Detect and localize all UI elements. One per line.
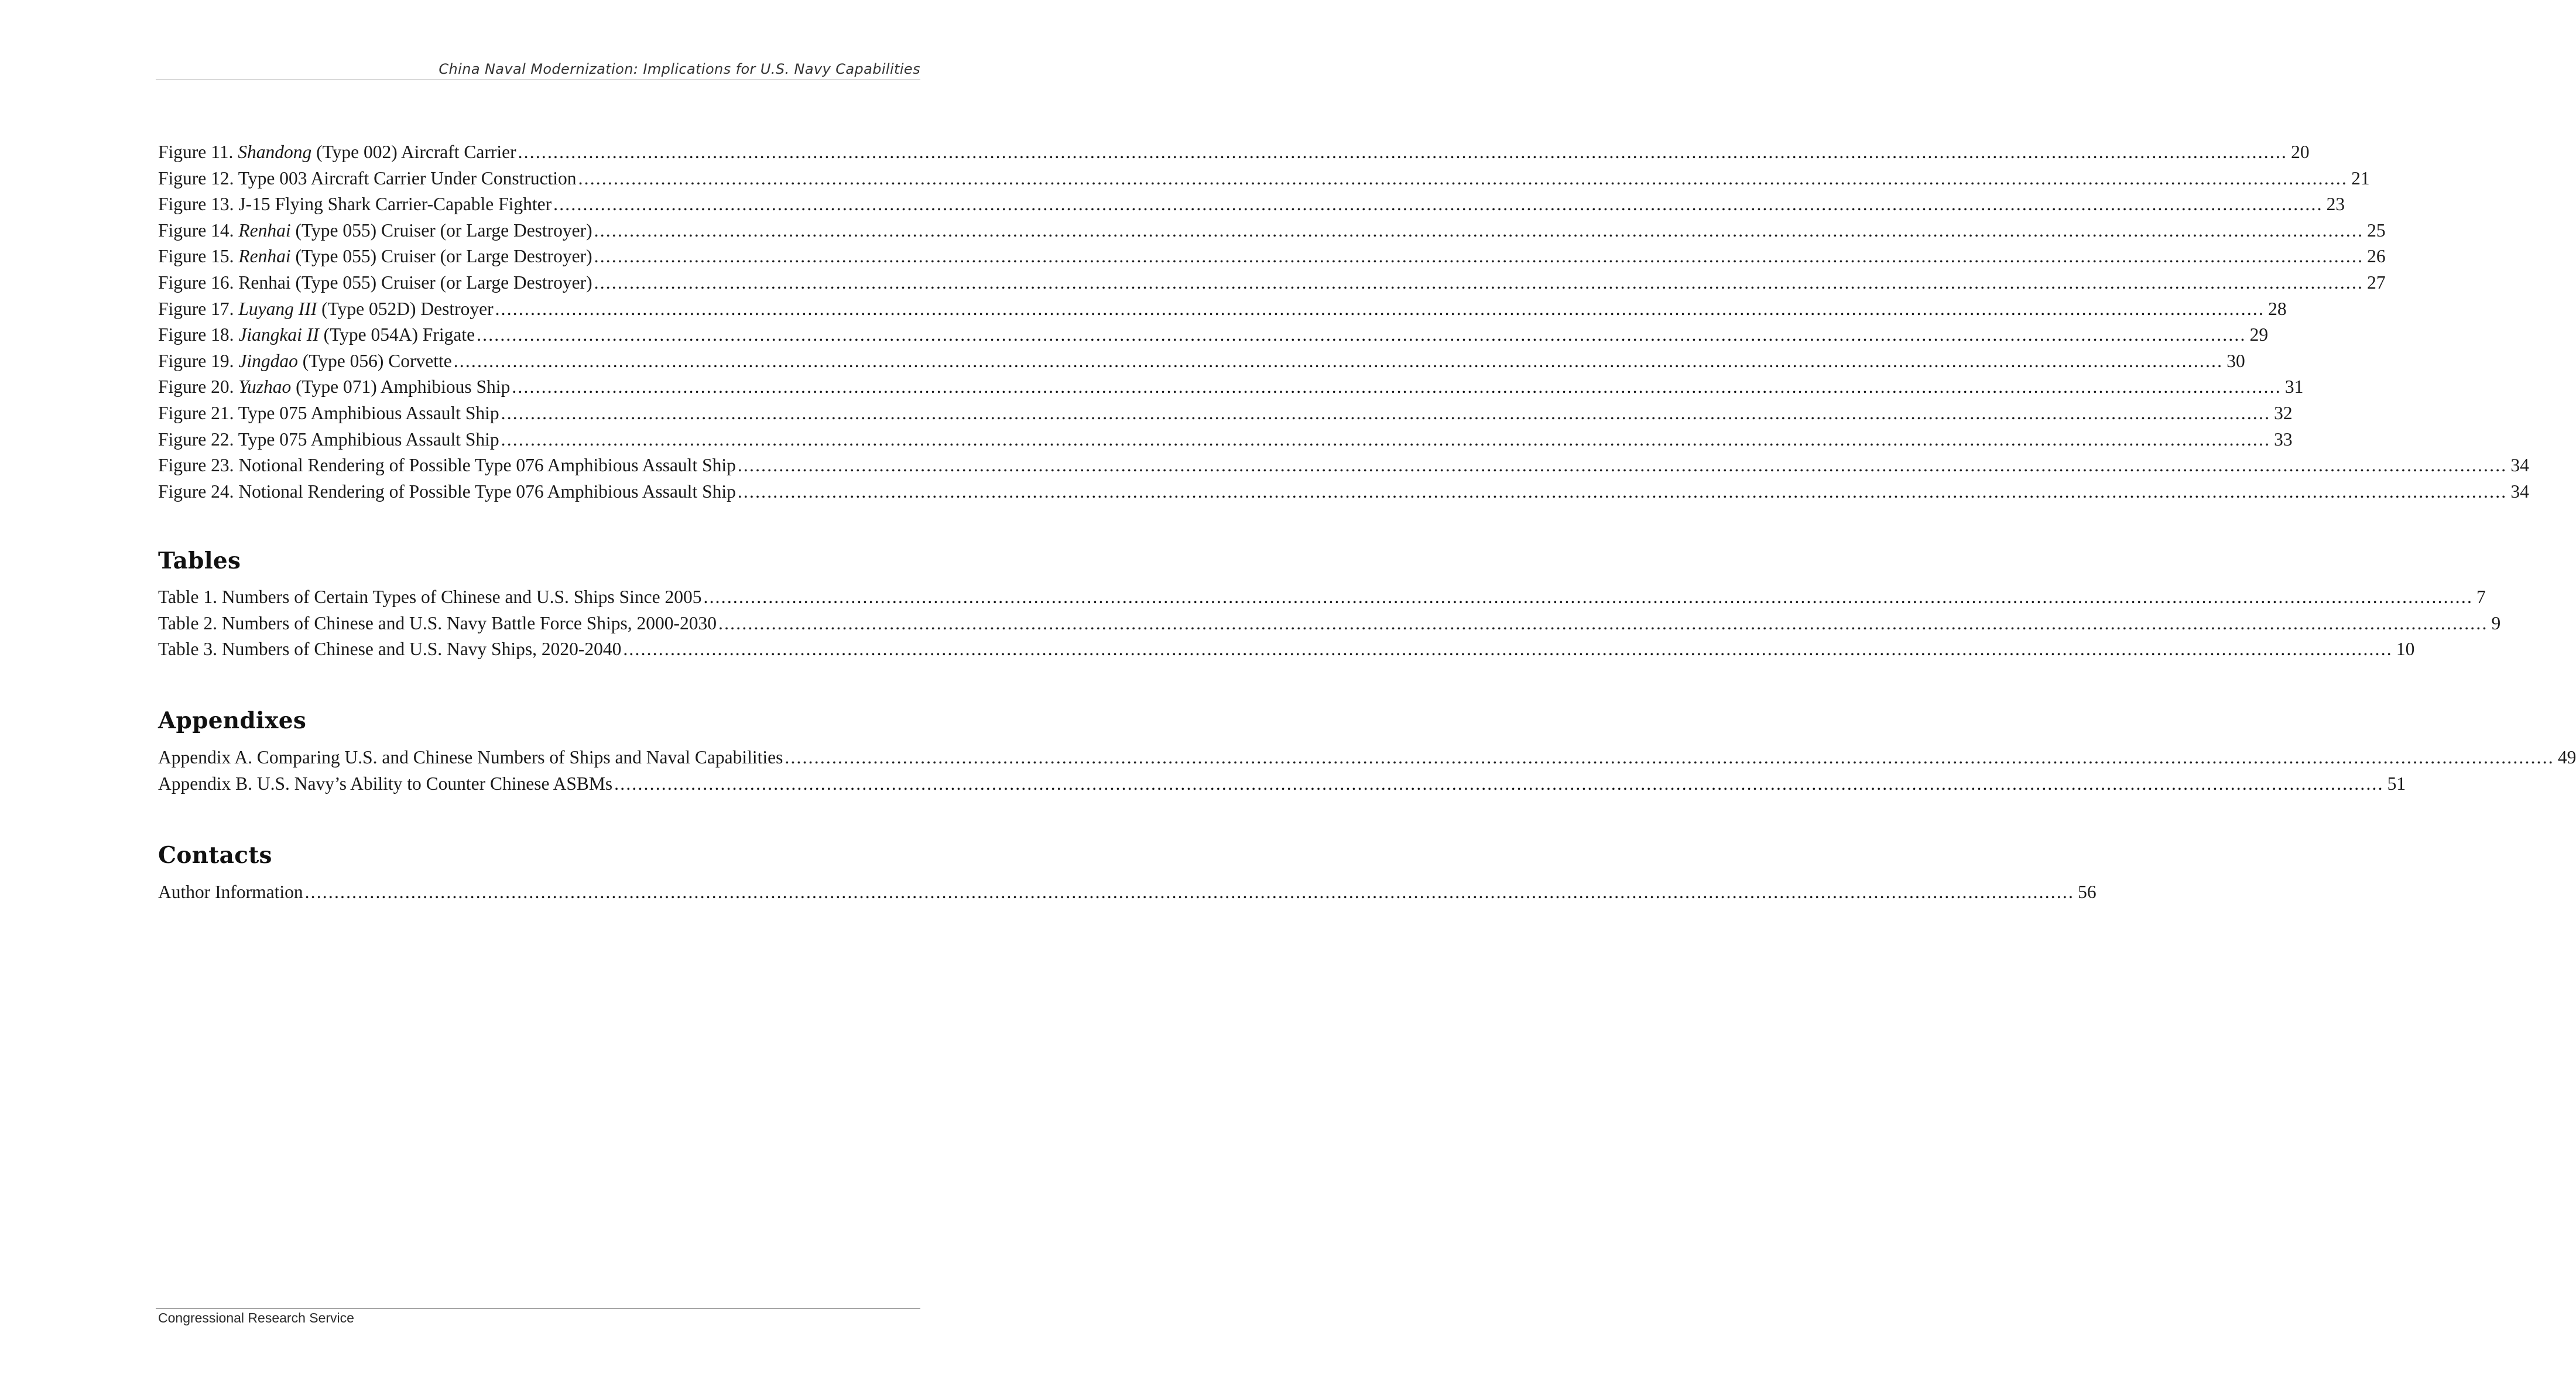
- toc-entry[interactable]: [158, 879, 2097, 906]
- toc-entry[interactable]: [158, 611, 2501, 637]
- toc-dot-leader: ............................................................................................................................................................................................................................................................................................................: [501, 429, 2271, 450]
- toc-dot-leader: ............................................................................................................................................................................................................................................................................................................: [594, 220, 2364, 241]
- toc-entry[interactable]: [158, 322, 2269, 348]
- contacts-heading: Contacts: [158, 842, 272, 869]
- toc-entry-title: [158, 427, 499, 453]
- toc-dot-leader: ............................................................................................................................................................................................................................................................................................................: [501, 402, 2271, 423]
- toc-entry-title: [158, 584, 702, 611]
- toc-page-number: 23: [2326, 194, 2345, 215]
- toc-dot-leader: ............................................................................................................................................................................................................................................................................................................: [512, 376, 2282, 398]
- toc-page-number: 27: [2367, 272, 2386, 293]
- toc-entry-title-text: Figure 16. Renhai (Type 055) Cruiser (or Large Destroyer): [158, 272, 592, 293]
- footer-organization: Congressional Research Service: [158, 1310, 354, 1325]
- toc-entry-title-text: (Type 054A) Frigate: [318, 324, 475, 345]
- toc-entry[interactable]: [158, 166, 2370, 192]
- toc-entry-title-text: Figure 12. Type 003 Aircraft Carrier Under Construction: [158, 167, 577, 189]
- toc-page-number: 28: [2268, 298, 2287, 319]
- toc-entry-title: [158, 479, 736, 505]
- toc-entry[interactable]: [158, 218, 2386, 244]
- toc-page-number: 34: [2510, 481, 2529, 502]
- toc-entry-title: [158, 879, 303, 906]
- toc-entry-title-text: Figure 14.: [158, 220, 239, 241]
- toc-dot-leader: ............................................................................................................................................................................................................................................................................................................: [623, 639, 2393, 660]
- toc-entry-title: [158, 771, 612, 797]
- toc-entry[interactable]: [158, 745, 2576, 771]
- toc-page-number: 49: [2557, 747, 2576, 768]
- toc-entry-title: [158, 191, 551, 218]
- toc-entry-title-italic: Jiangkai II: [238, 324, 319, 345]
- appendixes-heading: Appendixes: [158, 707, 307, 734]
- toc-dot-leader: ............................................................................................................................................................................................................................................................................................................: [718, 612, 2488, 633]
- toc-entry[interactable]: [158, 400, 2293, 427]
- toc-dot-leader: ............................................................................................................................................................................................................................................................................................................: [304, 882, 2075, 902]
- toc-entry-title-text: Figure 13. J-15 Flying Shark Carrier-Capable Fighter: [158, 194, 552, 215]
- toc-dot-leader: ............................................................................................................................................................................................................................................................................................................: [785, 747, 2554, 768]
- toc-entry[interactable]: [158, 771, 2406, 797]
- toc-entry-title-text: Table 1. Numbers of Certain Types of Chinese and U.S. Ships Since 2005: [158, 587, 702, 607]
- toc-entry-title: [158, 139, 516, 166]
- toc-entry-title-text: (Type 002) Aircraft Carrier: [311, 142, 516, 162]
- toc-entry-title-text: Figure 23. Notional Rendering of Possible Type 076 Amphibious Assault Ship: [158, 455, 736, 476]
- toc-entry[interactable]: [158, 191, 2345, 218]
- contacts-list: [158, 879, 2097, 906]
- toc-entry-title-text: Figure 11.: [158, 142, 238, 162]
- toc-entry-title: [158, 636, 621, 663]
- toc-entry-title: [158, 745, 783, 771]
- toc-page-number: 10: [2396, 639, 2415, 660]
- toc-entry-title-italic: Renhai: [238, 246, 291, 267]
- toc-entry-title-italic: Renhai: [238, 220, 291, 241]
- toc-entry-title-text: Figure 24. Notional Rendering of Possible Type 076 Amphibious Assault Ship: [158, 481, 736, 502]
- toc-entry-title: [158, 218, 592, 244]
- toc-dot-leader: ............................................................................................................................................................................................................................................................................................................: [703, 587, 2474, 607]
- toc-entry-title-text: (Type 056) Corvette: [297, 350, 452, 371]
- toc-entry[interactable]: [158, 374, 2304, 400]
- toc-entry-title-italic: Jingdao: [238, 350, 298, 371]
- toc-entry[interactable]: [158, 479, 2529, 505]
- toc-page-number: 29: [2249, 324, 2269, 345]
- toc-entry-title-italic: Shandong: [238, 142, 312, 162]
- appendixes-list: [158, 745, 2576, 797]
- toc-dot-leader: ............................................................................................................................................................................................................................................................................................................: [518, 142, 2288, 162]
- toc-page-number: 33: [2274, 429, 2293, 450]
- toc-entry-title: [158, 400, 499, 427]
- toc-entry-title-text: Figure 18.: [158, 324, 239, 345]
- toc-entry-title-text: Table 3. Numbers of Chinese and U.S. Navy Ships, 2020-2040: [158, 639, 622, 660]
- toc-entry-title-text: Figure 19.: [158, 350, 239, 371]
- toc-entry[interactable]: [158, 636, 2415, 663]
- toc-entry[interactable]: [158, 296, 2287, 323]
- toc-dot-leader: ............................................................................................................................................................................................................................................................................................................: [553, 194, 2323, 215]
- toc-entry[interactable]: [158, 139, 2310, 166]
- toc-dot-leader: ............................................................................................................................................................................................................................................................................................................: [453, 350, 2224, 371]
- toc-entry-title: [158, 322, 475, 348]
- toc-dot-leader: ............................................................................................................................................................................................................................................................................................................: [495, 298, 2265, 319]
- toc-page-number: 21: [2351, 167, 2370, 189]
- toc-entry[interactable]: [158, 427, 2293, 453]
- toc-page-number: 51: [2387, 773, 2406, 794]
- figures-list: [158, 139, 2529, 505]
- running-header-title: China Naval Modernization: Implications for U.S. Navy Capabilities: [439, 61, 920, 77]
- toc-entry-title-text: Appendix B. U.S. Navy’s Ability to Counter Chinese ASBMs: [158, 773, 613, 794]
- toc-page-number: 56: [2078, 882, 2097, 902]
- toc-entry-title-text: (Type 055) Cruiser (or Large Destroyer): [290, 246, 592, 267]
- toc-entry-title-text: Figure 17.: [158, 298, 239, 319]
- toc-entry-title-text: Figure 22. Type 075 Amphibious Assault Ship: [158, 429, 499, 450]
- toc-entry-title: [158, 453, 736, 479]
- toc-page-number: 31: [2284, 376, 2304, 398]
- toc-page-number: 9: [2491, 612, 2501, 633]
- toc-entry-title-text: Table 2. Numbers of Chinese and U.S. Navy Battle Force Ships, 2000-2030: [158, 612, 717, 633]
- toc-entry-title: [158, 611, 717, 637]
- toc-entry-title-text: Author Information: [158, 882, 303, 902]
- toc-entry-title: [158, 374, 510, 400]
- toc-page-number: 7: [2476, 587, 2486, 607]
- toc-page-number: 30: [2226, 350, 2245, 371]
- toc-page-number: 32: [2274, 402, 2293, 423]
- tables-list: [158, 584, 2501, 663]
- toc-entry[interactable]: [158, 584, 2486, 611]
- footer-rule: [156, 1308, 920, 1309]
- toc-page-number: 26: [2367, 246, 2386, 267]
- toc-entry-title-text: Figure 20.: [158, 376, 239, 398]
- toc-dot-leader: ............................................................................................................................................................................................................................................................................................................: [737, 481, 2508, 502]
- toc-dot-leader: ............................................................................................................................................................................................................................................................................................................: [614, 773, 2384, 794]
- toc-entry-title: [158, 244, 592, 270]
- toc-dot-leader: ............................................................................................................................................................................................................................................................................................................: [594, 272, 2364, 293]
- toc-dot-leader: ............................................................................................................................................................................................................................................................................................................: [737, 455, 2508, 476]
- toc-entry-title-text: (Type 055) Cruiser (or Large Destroyer): [290, 220, 592, 241]
- tables-heading: Tables: [158, 547, 241, 574]
- toc-entry-title-text: (Type 071) Amphibious Ship: [291, 376, 511, 398]
- toc-dot-leader: ............................................................................................................................................................................................................................................................................................................: [594, 246, 2364, 267]
- toc-dot-leader: ............................................................................................................................................................................................................................................................................................................: [578, 167, 2348, 189]
- toc-entry-title-text: Appendix A. Comparing U.S. and Chinese Numbers of Ships and Naval Capabilities: [158, 747, 783, 768]
- toc-entry[interactable]: [158, 348, 2245, 375]
- toc-entry-title-italic: Luyang III: [238, 298, 317, 319]
- toc-entry[interactable]: [158, 270, 2386, 296]
- toc-entry-title: [158, 296, 494, 323]
- toc-entry-title-italic: Yuzhao: [238, 376, 292, 398]
- toc-page-number: 25: [2367, 220, 2386, 241]
- toc-entry-title-text: (Type 052D) Destroyer: [317, 298, 494, 319]
- toc-entry-title-text: Figure 21. Type 075 Amphibious Assault Ship: [158, 402, 499, 423]
- toc-entry-title: [158, 270, 592, 296]
- toc-dot-leader: ............................................................................................................................................................................................................................................................................................................: [477, 324, 2246, 345]
- toc-entry[interactable]: [158, 244, 2386, 270]
- toc-page-number: 34: [2510, 455, 2529, 476]
- toc-entry-title-text: Figure 15.: [158, 246, 239, 267]
- toc-entry-title: [158, 348, 452, 375]
- toc-entry-title: [158, 166, 577, 192]
- toc-page-number: 20: [2291, 142, 2310, 162]
- toc-entry[interactable]: [158, 453, 2529, 479]
